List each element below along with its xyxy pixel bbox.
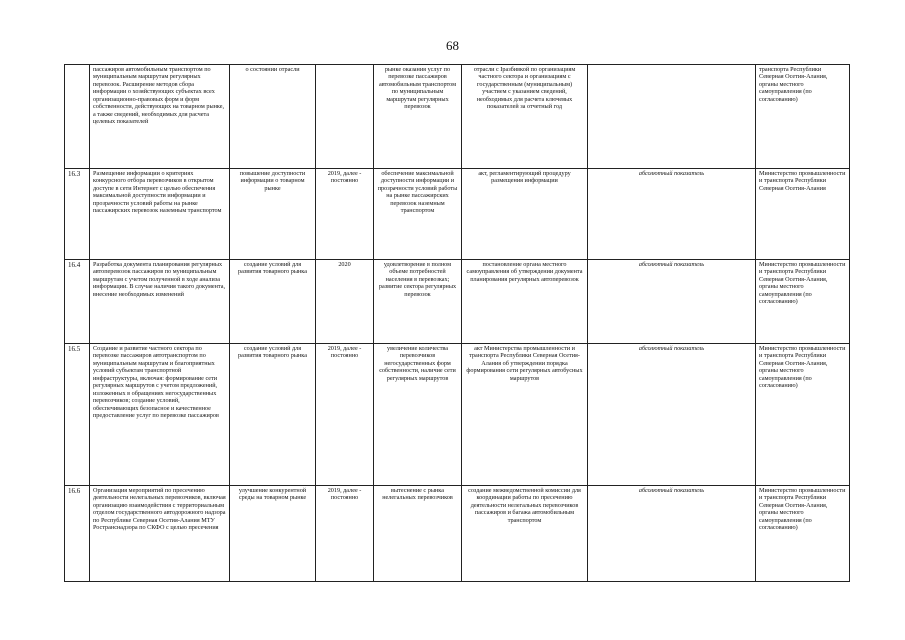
measure-cell: Разработка документа планирования регулярных автоперевозок пассажиров по муниципальным маршрутам с учетом полученной в ходе анализа информации. В случае наличия такого документа, внесение необходимых изменений (90, 260, 230, 344)
page-number: 68 (446, 38, 459, 53)
table-row (65, 260, 850, 344)
row-number: 16.6 (65, 486, 90, 582)
row-number: 16.4 (65, 260, 90, 344)
measure-cell: Создание и развитие частного сектора по перевозке пассажиров автотранспортом по муниципальным маршрутам и благоприятных условий субъектам транспортной инфраструктуры, включая: формирование сети регулярных маршрутов с учетом предложений, изложенных в обращениях негосударственных перевозчиков; создание условий, обеспечивающих безопасное и качественное предоставление услуг по перевозке пассажиров (90, 344, 230, 486)
document-cell: отрасли с Iразбивкой по организациям частного сектора и организациям с государственным (муниципальным) участием с указанием сведений, необходимых для расчета ключевых показателей за отчетный год (462, 65, 588, 169)
indicator-cell: абсолютный показатель (588, 486, 756, 582)
indicator-cell: абсолютный показатель (588, 169, 756, 260)
document-cell: постановление органа местного самоуправления об утверждении документа планирования регулярных автоперевозок (462, 260, 588, 344)
measures-table (64, 64, 850, 582)
document-cell: акт, регламентирующий процедуру размещения информации (462, 169, 588, 260)
problem-cell: улучшение конкурентной среды на товарном рынке (230, 486, 316, 582)
measure-cell: Организация мероприятий по пресечению деятельности нелегальных перевозчиков, включая организацию взаимодействия с территориальным отделом государственного автодорожного надзора по Республике Северная Осетия-Алания МТУ Ространснадзора по СКФО с целью пресечения (90, 486, 230, 582)
deadline-cell: 2019, далее - постоянно (316, 344, 374, 486)
result-cell: увеличение количества перевозчиков негосударственных форм собственности, наличие сети регулярных маршрутов (374, 344, 462, 486)
table-row (65, 169, 850, 260)
deadline-cell: 2019, далее - постоянно (316, 169, 374, 260)
result-cell: удовлетворение в полном объеме потребностей населения в перевозках; развитие сектора регулярных перевозок (374, 260, 462, 344)
result-cell: вытеснение с рынка нелегальных перевозчиков (374, 486, 462, 582)
table-row (65, 344, 850, 486)
problem-cell: о состоянии отрасли (230, 65, 316, 169)
result-cell: рынке оказания услуг по перевозке пассажиров автомобильным транспортом по муниципальным маршрутам регулярных перевозок (374, 65, 462, 169)
measure-cell: Размещение информации о критериях конкурсного отбора перевозчиков в открытом доступе в сети Интернет с целью обеспечения максимальной доступности информации и прозрачности условий работы на рынке пассажирских перевозок наземным транспортом (90, 169, 230, 260)
deadline-cell (316, 65, 374, 169)
executor-cell: Министерство промышленности и транспорта Республики Северная Осетия-Алания, органы местного самоуправления (по согласованию) (756, 486, 850, 582)
executor-cell: Министерство промышленности и транспорта Республики Северная Осетия-Алания, органы местного самоуправления (по согласованию) (756, 260, 850, 344)
indicator-cell: абсолютный показатель (588, 344, 756, 486)
deadline-cell: 2019, далее - постоянно (316, 486, 374, 582)
indicator-cell (588, 65, 756, 169)
indicator-cell: абсолютный показатель (588, 260, 756, 344)
executor-cell: Министерство промышленности и транспорта Республики Северная Осетия-Алания, органы местного самоуправления (по согласованию) (756, 344, 850, 486)
table-row (65, 65, 850, 169)
row-number (65, 65, 90, 169)
problem-cell: создание условий для развития товарного рынка (230, 260, 316, 344)
measure-cell: пассажиров автомобильным транспортом по муниципальным маршрутам регулярных перевозок. Расширение методов сбора информации о хозяйствующих субъектах всех организационно-правовых форм и форм собственности, действующих на товарном рынке, а также сведений, необходимых для расчета целевых показателей (90, 65, 230, 169)
document-cell: акт Министерства промышленности и транспорта Республики Северная Осетия-Алания об утверждении порядка формирования сети регулярных автобусных маршрутов (462, 344, 588, 486)
problem-cell: повышение доступности информации о товарном рынке (230, 169, 316, 260)
row-number: 16.5 (65, 344, 90, 486)
row-number: 16.3 (65, 169, 90, 260)
table-row (65, 486, 850, 582)
document-cell: создание межведомственной комиссии для координации работы по пресечению деятельности нелегальных перевозчиков пассажиров и багажа автомобильным транспортом (462, 486, 588, 582)
executor-cell: Министерство промышленности и транспорта Республики Северная Осетия-Алания (756, 169, 850, 260)
problem-cell: создание условий для развития товарного рынка (230, 344, 316, 486)
result-cell: обеспечение максимальной доступности информации и прозрачности условий работы на рынке пассажирских перевозок наземным транспортом (374, 169, 462, 260)
executor-cell: транспорта Республики Северная Осетия-Алания, органы местного самоуправления (по согласованию) (756, 65, 850, 169)
deadline-cell: 2020 (316, 260, 374, 344)
